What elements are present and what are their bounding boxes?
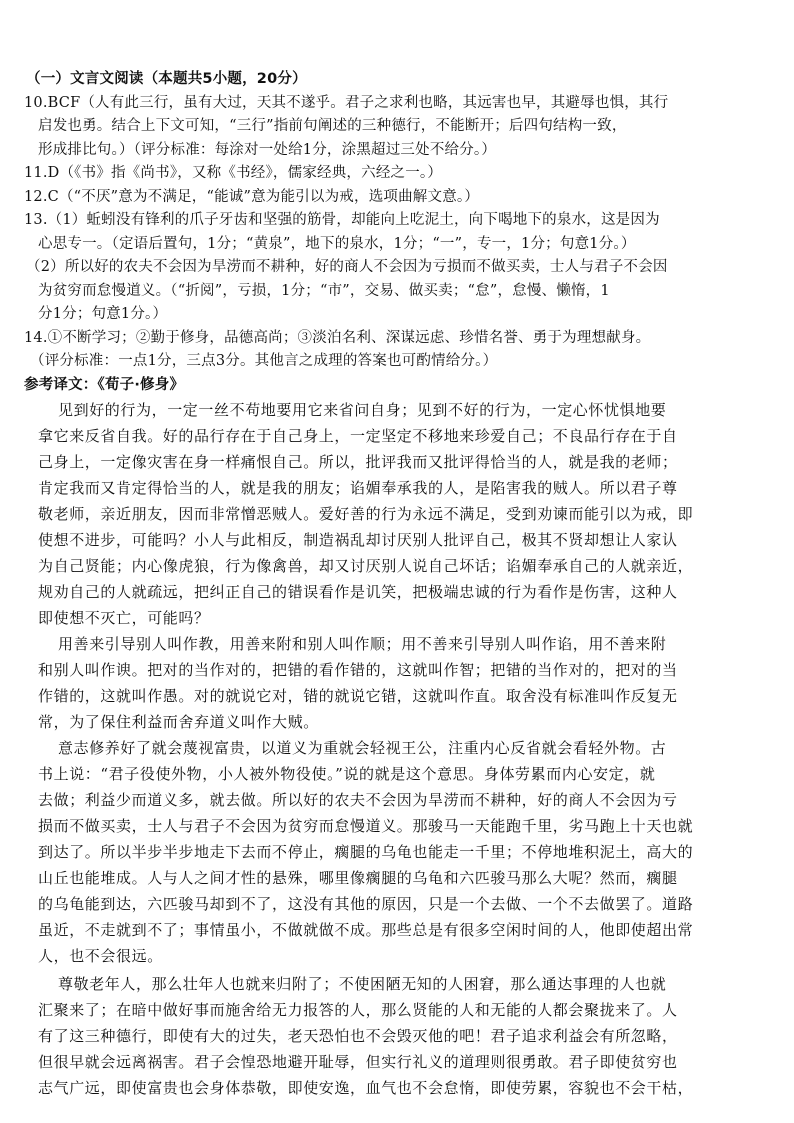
translation-line: 但很早就会远离祸害。君子会惶恐地避开耻辱，但实行礼义的道理则很勇敢。君子即使贫穷也 [38, 1053, 678, 1071]
translation-heading: 参考译文：《荀子·修身》 [24, 377, 185, 393]
translation-line: 己身上，一定像灾害在身一样痛恨自己。所以，批评我而又批评得恰当的人，就是我的老师； [38, 453, 678, 471]
translation-line: 常，为了保住利益而舍弃道义叫作大贼。 [38, 713, 319, 731]
translation-line: 书上说：“君子役使外物，小人被外物役使。”说的就是这个意思。身体劳累而内心安定，就 [38, 765, 656, 783]
answer-line: 为贫穷而怠慢道义。（“折阅”，亏损，1分；“市”，交易、做买卖；“怠”，怠慢、懒惰，1 [38, 283, 610, 299]
translation-line: 尊敬老年人，那么壮年人也就来归附了；不使困陋无知的人困窘，那么通达事理的人也就 [58, 975, 667, 993]
translation-line: 规劝自己的人就疏远，把纠正自己的错误看作是讥笑，把极端忠诚的行为看作是伤害，这种人 [38, 583, 678, 601]
translation-line: 即使想不灭亡，可能吗？ [38, 609, 210, 627]
translation-line: 见到好的行为，一定一丝不苟地要用它来省问自身；见到不好的行为，一定心怀忧惧地要 [58, 401, 667, 419]
translation-line: 肯定我而又肯定得恰当的人，就是我的朋友；谄媚奉承我的人，是陷害我的贼人。所以君子尊 [38, 479, 678, 497]
translation-line: 用善来引导别人叫作教，用善来附和别人叫作顺；用不善来引导别人叫作谄，用不善来附 [58, 635, 667, 653]
translation-line: 使想不进步，可能吗？小人与此相反，制造祸乱却讨厌别人批评自己，极其不贤却想让人家认 [38, 531, 678, 549]
section-title: （一）文言文阅读（本题共5小题，20分） [26, 71, 307, 87]
answer-line: 形成排比句。）（评分标准：每涂对一处给1分，涂黑超过三处不给分。） [38, 142, 497, 158]
translation-line: 意志修养好了就会蔑视富贵，以道义为重就会轻视王公，注重内心反省就会看轻外物。古 [58, 739, 667, 757]
translation-line: 山丘也能堆成。人与人之间才性的悬殊，哪里像瘸腿的乌龟和六匹骏马那么大呢？然而，瘸腿 [38, 869, 678, 887]
translation-line: 敬老师，亲近朋友，因而非常憎恶贼人。爱好善的行为永远不满足，受到劝谏而能引以为戒，即 [38, 505, 694, 523]
answer-line: （评分标准：一点1分，三点3分。其他言之成理的答案也可酌情给分。） [30, 353, 498, 369]
translation-line: 和别人叫作谀。把对的当作对的，把错的看作错的，这就叫作智；把错的当作对的，把对的当 [38, 661, 678, 679]
answer-line: （2）所以好的农夫不会因为旱涝而不耕种，好的商人不会因为亏损而不做买卖，士人与君子不会因 [26, 259, 668, 275]
answer-line: 13.（1）蚯蚓没有锋利的爪子牙齿和坚强的筋骨，却能向上吃泥土，向下喝地下的泉水，这是因为 [24, 212, 660, 228]
translation-line: 有了这三种德行，即使有大的过失，老天恐怕也不会毁灭他的吧！君子追求利益会有所忽略， [38, 1027, 678, 1045]
answer-line: 12.C（“不厌”意为不满足，“能诚”意为能引以为戒，选项曲解文意。） [24, 189, 480, 205]
translation-line: 拿它来反省自我。好的品行存在于自己身上，一定坚定不移地来珍爱自己；不良品行存在于自 [38, 427, 678, 445]
translation-line: 汇聚来了；在暗中做好事而施舍给无力报答的人，那么贤能的人和无能的人都会聚拢来了。人 [38, 1001, 678, 1019]
answer-line: 14.①不断学习；②勤于修身，品德高尚；③淡泊名利、深谋远虑、珍惜名誉、勇于为理想献身。 [24, 330, 651, 346]
answer-line: 分1分；句意1分。） [38, 306, 168, 322]
translation-line: 人，也不会很远。 [38, 947, 163, 965]
answer-line: 11.D（《书》指《尚书》，又称《书经》，儒家经典，六经之一。） [24, 165, 443, 181]
answer-line: 心思专一。（定语后置句，1分；“黄泉”，地下的泉水，1分；“一”，专一，1分；句意1分。） [38, 236, 636, 252]
translation-line: 的乌龟能到达，六匹骏马却到不了，这没有其他的原因，只是一个去做、一个不去做罢了。道路 [38, 895, 694, 913]
translation-line: 为自己贤能；内心像虎狼，行为像禽兽，却又讨厌别人说自己坏话；谄媚奉承自己的人就亲近， [38, 557, 694, 575]
translation-line: 虽近，不走就到不了；事情虽小，不做就做不成。那些总是有很多空闲时间的人，他即使超出常 [38, 921, 694, 939]
answer-line: 10.BCF（人有此三行，虽有大过，天其不遂乎。君子之求利也略，其远害也早，其避辱也惧，其行 [24, 95, 669, 111]
translation-line: 去做；利益少而道义多，就去做。所以好的农夫不会因为旱涝而不耕种，好的商人不会因为亏 [38, 791, 678, 809]
translation-line: 志气广远，即使富贵也会身体恭敬，即使安逸，血气也不会怠惰，即使劳累，容貌也不会干枯， [38, 1079, 694, 1097]
translation-line: 到达了。所以半步半步地走下去而不停止，瘸腿的乌龟也能走一千里；不停地堆积泥土，高大的 [38, 843, 694, 861]
translation-line: 作错的，这就叫作愚。对的就说它对，错的就说它错，这就叫作直。取舍没有标准叫作反复无 [38, 687, 678, 705]
answer-line: 启发也勇。结合上下文可知，“三行”指前句阐述的三种德行，不能断开；后四句结构一致， [38, 118, 627, 134]
translation-line: 损而不做买卖，士人与君子不会因为贫穷而怠慢道义。那骏马一天能跑千里，劣马跑上十天也就 [38, 817, 694, 835]
